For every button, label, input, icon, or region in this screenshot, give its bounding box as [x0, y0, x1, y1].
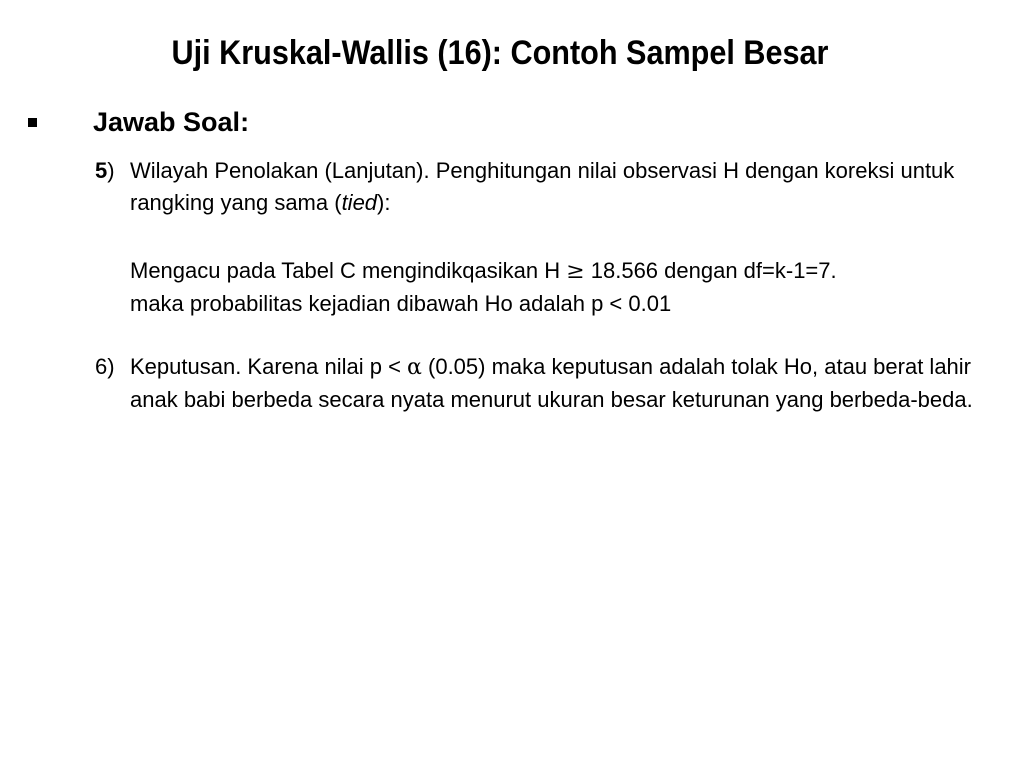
list-item-6 [95, 351, 1000, 416]
reference-line-1: Mengacu pada Tabel C mengindikqasikan H ≥ 18.566 dengan df=k-1=7. [130, 258, 837, 284]
list-item-5-text: Wilayah Penolakan (Lanjutan). Penghitungan nilai observasi H dengan koreksi untuk rangking yang sama (tied): [130, 158, 955, 215]
list-item-6-text: Keputusan. Karena nilai p < α (0.05) maka keputusan adalah tolak Ho, atau berat lahir anak babi berbeda secara nyata menurut ukuran besar keturunan yang berbeda-beda. [130, 354, 973, 412]
tied-term: tied [341, 190, 378, 215]
alpha-symbol: α [407, 355, 422, 380]
square-bullet-icon [28, 118, 37, 127]
list-item-6-number: 6) [95, 354, 115, 379]
list-item-5 [95, 155, 1000, 219]
section-heading: Jawab Soal: [93, 107, 250, 137]
reference-paragraph [130, 255, 1000, 320]
list-item-5-number: 5) [95, 158, 115, 183]
reference-line-2: maka probabilitas kejadian dibawah Ho adalah p < 0.01 [130, 291, 672, 316]
slide-title: Uji Kruskal-Wallis (16): Contoh Sampel Besar [171, 34, 829, 72]
section-heading-row [28, 107, 249, 138]
greater-equal-symbol: ≥ [566, 259, 585, 284]
